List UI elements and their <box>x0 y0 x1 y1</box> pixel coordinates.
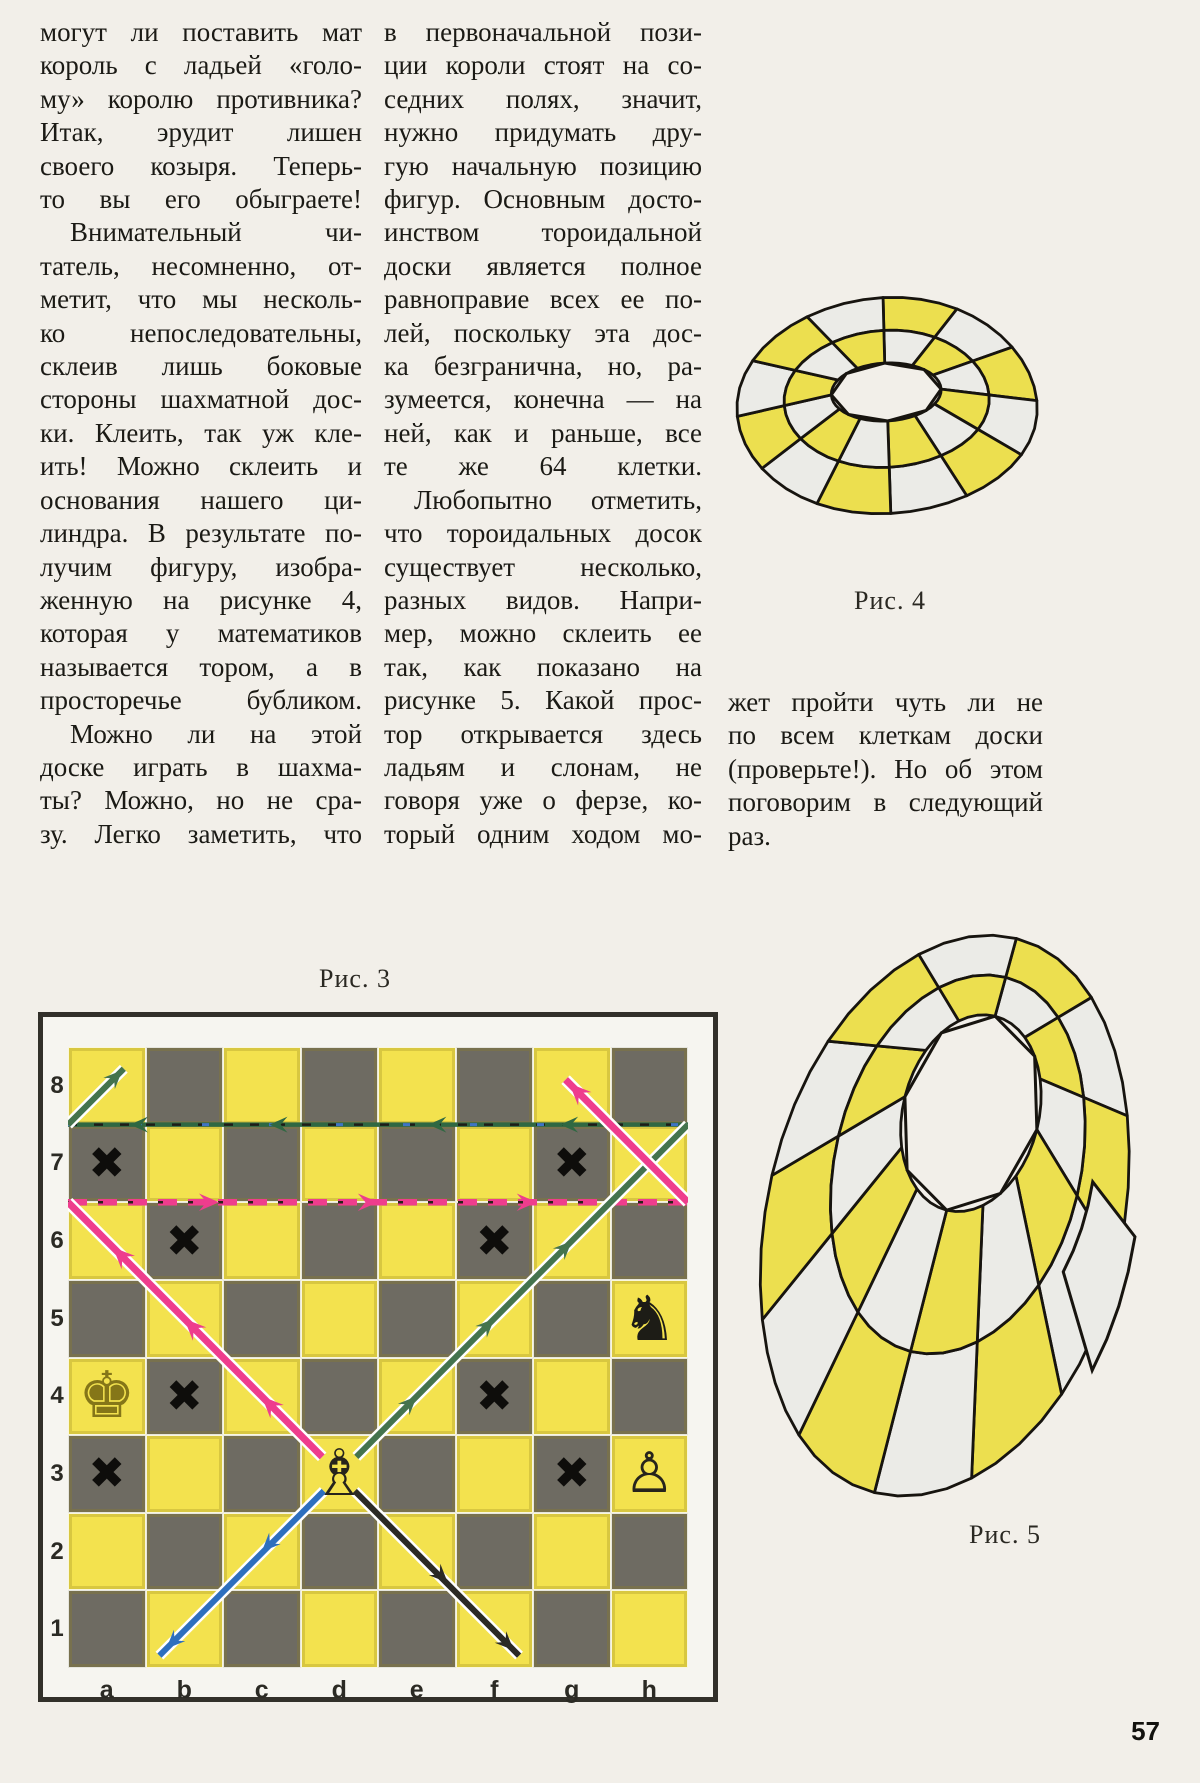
text-line: линдра. В результате по- <box>40 518 362 549</box>
text-line: ты? Можно, но не сра- <box>40 785 362 816</box>
text-line: метит, что мы несколь- <box>40 284 362 315</box>
text-line: так, как показано на <box>384 651 702 682</box>
text-line: доски является полное <box>384 250 702 281</box>
toroidal-chessboard-figure <box>38 1012 718 1702</box>
text-line: называется тором, а в <box>40 651 362 682</box>
figure-4-caption: Рис. 4 <box>854 586 926 615</box>
text-line: седних полях, значит, <box>384 83 702 114</box>
text-line: ки. Клеить, так уж кле- <box>40 417 362 448</box>
text-line: Итак, эрудит лишен <box>40 117 362 148</box>
rank-label-4: 4 <box>50 1382 64 1410</box>
text-line: то вы его обыграете! <box>40 184 362 215</box>
text-line: нужно придумать дру- <box>384 117 702 148</box>
text-line: доске играть в шахма- <box>40 751 362 782</box>
olive-king-a4: ♚ <box>78 1359 136 1434</box>
file-label-a: a <box>99 1676 114 1704</box>
text-line: лей, поскольку эта дос- <box>384 317 702 348</box>
file-label-g: g <box>564 1676 580 1704</box>
x-mark-b4: ✖ <box>165 1370 203 1422</box>
text-column-right <box>728 686 1043 853</box>
x-mark-a3: ✖ <box>88 1448 126 1500</box>
text-line: король с ладьей «голо- <box>40 50 362 81</box>
x-mark-a7: ✖ <box>88 1137 126 1189</box>
x-mark-g3: ✖ <box>553 1448 591 1500</box>
text-line: существует несколько, <box>384 551 702 582</box>
x-mark-f6: ✖ <box>475 1215 513 1267</box>
text-line: Можно ли на этой <box>70 718 362 749</box>
torus-figure-4 <box>700 280 1080 540</box>
text-line: ции короли стоят на со- <box>384 50 702 81</box>
rank-label-5: 5 <box>50 1304 64 1332</box>
text-line: что тороидальных досок <box>384 518 702 549</box>
rank-label-7: 7 <box>50 1149 64 1177</box>
file-label-d: d <box>331 1676 347 1704</box>
text-line: рисунке 5. Какой прос- <box>384 685 702 716</box>
arrowhead <box>358 1193 378 1211</box>
text-line: Внимательный чи- <box>70 217 362 248</box>
file-label-b: b <box>176 1676 192 1704</box>
text-line: гую начальную позицию <box>384 150 702 181</box>
text-line: жет пройти чуть ли не <box>728 687 1043 717</box>
text-line: му» королю противника? <box>40 83 362 114</box>
text-line: которая у математиков <box>40 618 362 649</box>
text-line: женную на рисунке 4, <box>40 584 362 615</box>
text-line: стороны шахматной дос- <box>40 384 362 415</box>
move-arrows-overlay <box>68 1047 688 1668</box>
text-line: Любопытно отметить, <box>414 484 702 515</box>
rank-label-6: 6 <box>50 1227 64 1255</box>
file-label-f: f <box>490 1676 499 1704</box>
text-line: поговорим в следующий <box>728 787 1043 818</box>
board-grid <box>68 1047 688 1668</box>
text-line: ладьям и слонам, не <box>384 751 702 782</box>
text-line: лучим фигуру, изобра- <box>40 551 362 582</box>
white-bishop-d3: ♗ <box>310 1436 368 1511</box>
x-mark-b6: ✖ <box>165 1215 203 1267</box>
text-line: зумеется, конечна — на <box>384 384 702 415</box>
white-pawn-h3: ♙ <box>624 1441 675 1507</box>
text-line: ней, как и раньше, все <box>384 417 702 448</box>
file-label-c: c <box>254 1676 269 1704</box>
black-knight-h5: ♞ <box>621 1282 678 1356</box>
text-line: говоря уже о ферзе, ко- <box>384 785 702 816</box>
page-number: 57 <box>1131 1716 1160 1746</box>
text-line: разных видов. Напри- <box>384 584 702 615</box>
text-column-left <box>40 16 362 851</box>
file-label-h: h <box>641 1676 657 1704</box>
x-mark-g7: ✖ <box>553 1137 591 1189</box>
text-line: тор открывается здесь <box>384 718 702 749</box>
text-line: татель, несомненно, от- <box>40 250 362 281</box>
text-line: склеив лишь боковые <box>40 351 362 382</box>
rank-label-8: 8 <box>50 1071 64 1099</box>
text-line: ить! Можно склеить и <box>40 451 362 482</box>
text-line: торый одним ходом мо- <box>384 818 702 849</box>
file-label-e: e <box>409 1676 424 1704</box>
text-line: основания нашего ци- <box>40 484 362 515</box>
rank-label-1: 1 <box>50 1615 64 1643</box>
text-line: могут ли поставить мат <box>40 17 362 47</box>
text-line: зу. Легко заметить, что <box>40 818 362 849</box>
x-mark-f4: ✖ <box>475 1370 513 1422</box>
text-line: мер, можно склеить ее <box>384 618 702 649</box>
text-line: равноправие всех ее по- <box>384 284 702 315</box>
text-line: ко непоследовательны, <box>40 317 362 348</box>
text-line: просторечье бубликом. <box>40 685 362 716</box>
text-line: ка безгранична, но, ра- <box>384 351 702 382</box>
rank-label-3: 3 <box>50 1459 64 1487</box>
text-line: фигур. Основным досто- <box>384 184 702 215</box>
figure-5-caption: Рис. 5 <box>969 1520 1041 1549</box>
text-line: своего козыря. Теперь- <box>40 150 362 181</box>
text-line: те же 64 клетки. <box>384 451 702 482</box>
text-line: (проверьте!). Но об этом <box>728 753 1043 784</box>
text-column-middle <box>384 16 702 851</box>
figure-3-caption: Рис. 3 <box>319 964 391 993</box>
text-line: раз. <box>728 820 771 851</box>
text-line: в первоначальной пози- <box>384 17 702 47</box>
text-line: инством тороидальной <box>384 217 702 248</box>
text-line: по всем клеткам доски <box>728 720 1043 751</box>
rank-label-2: 2 <box>50 1537 64 1565</box>
torus-figure-5 <box>735 905 1165 1535</box>
